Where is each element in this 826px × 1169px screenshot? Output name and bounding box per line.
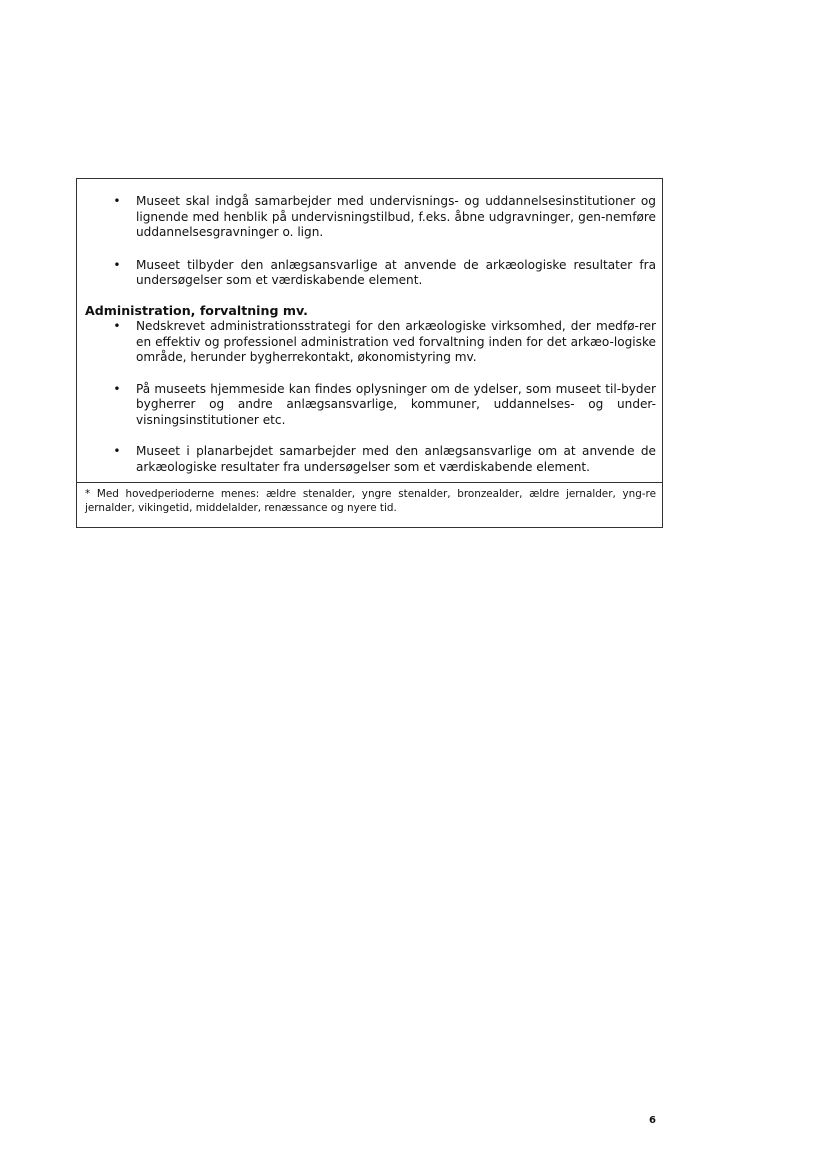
list-item — [113, 319, 656, 366]
list-item-text: På museets hjemmeside kan findes oplysninger om de ydelser, som museet til-byder bygherrer og andre anlægsansvarlige, kommuner, uddannelses- og under-visningsinstitutioner etc. — [136, 381, 656, 427]
content-box — [76, 178, 663, 528]
list-item-text: Museet i planarbejdet samarbejder med den anlægsansvarlige om at anvende de arkæologiske resultater fra undersøgelser som et værdiskabende element. — [136, 444, 656, 474]
bullet-icon: • — [113, 444, 121, 458]
list-item — [113, 257, 656, 289]
list-item-text: Museet skal indgå samarbejder med undervisnings- og uddannelsesinstitutioner og lignende med henblik på undervisningstilbud, f.eks. åbne udgravninger, gen-nemføre uddannelsesgravninger o. lign. — [136, 194, 656, 239]
bullet-icon: • — [113, 257, 121, 272]
section-heading: Administration, forvaltning mv. — [85, 303, 308, 318]
list-item — [113, 444, 656, 475]
bullet-list-admin — [113, 319, 656, 475]
bullet-icon: • — [113, 319, 121, 333]
page-number: 6 — [649, 1115, 656, 1126]
list-item — [113, 381, 656, 429]
content-box-main — [77, 179, 662, 482]
list-item-text: Nedskrevet administrationsstrategi for den arkæologiske virksomhed, der medfø-rer en effektiv og professionel administration ved forvaltning inden for det arkæo-logiske område, herunder bygherrekontakt, økonomistyring mv. — [136, 319, 656, 364]
bullet-icon: • — [113, 381, 121, 396]
list-item — [113, 194, 656, 241]
list-item-text: Museet tilbyder den anlægsansvarlige at anvende de arkæologiske resultater fra undersøgelser som et værdiskabende element. — [136, 257, 656, 287]
footnote: * Med hovedperioderne menes: ældre stenalder, yngre stenalder, bronzealder, ældre jernalder, yng-re jernalder, vikingetid, middelalder, renæssance og nyere tid. — [77, 482, 662, 527]
bullet-list-top — [113, 194, 656, 289]
bullet-icon: • — [113, 194, 121, 208]
